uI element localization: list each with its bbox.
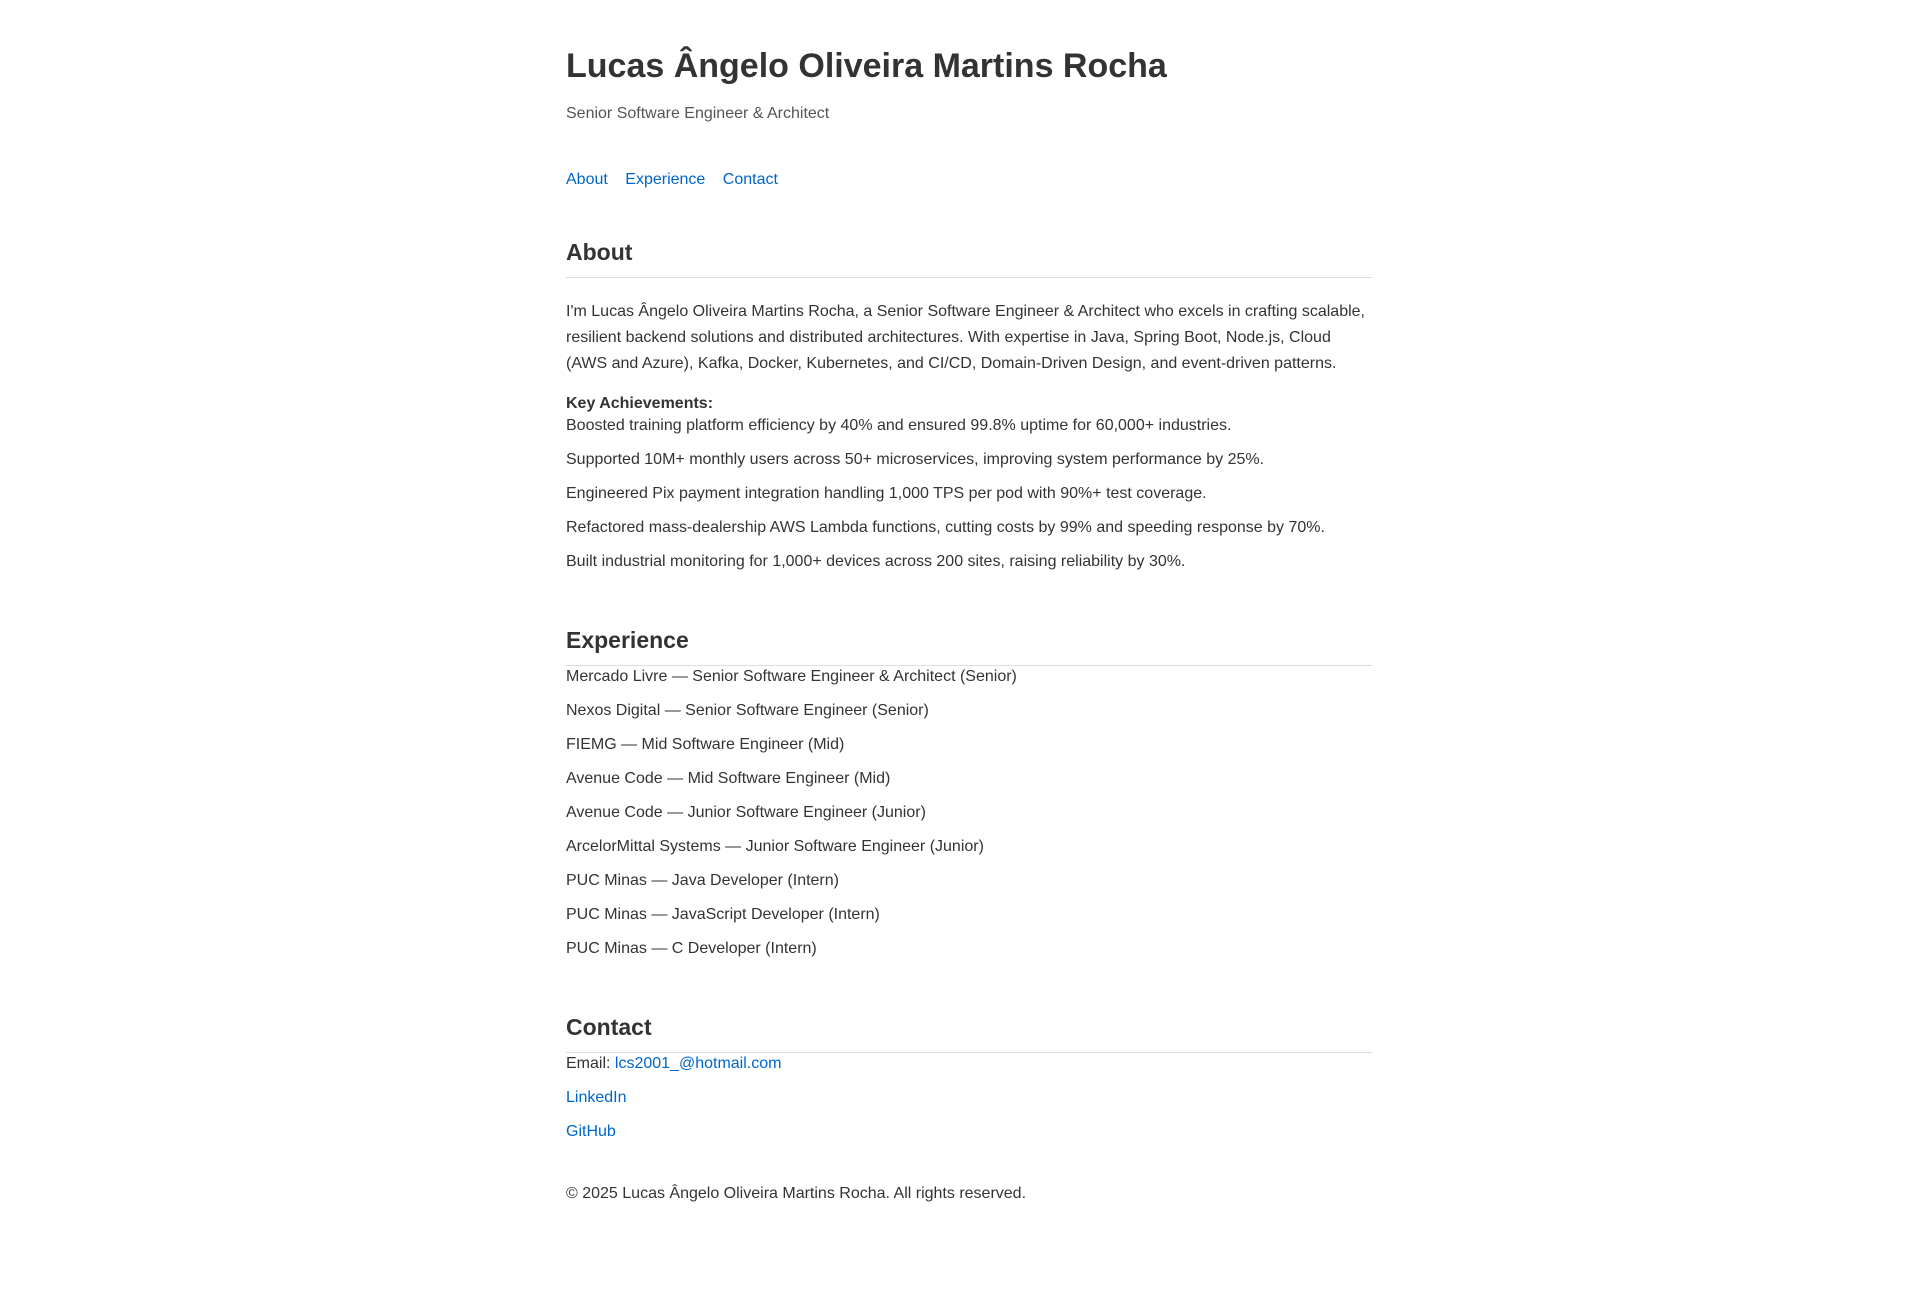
achievements-list [566,415,1372,573]
achievement-item: Supported 10M+ monthly users across 50+ microservices, improving system performance by 25%. [566,451,1265,468]
contact-list [566,1053,1372,1143]
experience-item: Nexos Digital — Senior Software Engineer (Senior) [566,702,929,719]
site-header [566,44,1372,125]
email-link[interactable]: lcs2001_@hotmail.com [614,1055,782,1072]
experience-item: Avenue Code — Junior Software Engineer (Junior) [566,804,926,821]
contact-heading: Contact [566,1012,1372,1053]
nav-link-contact[interactable]: Contact [722,171,778,188]
experience-item: FIEMG — Mid Software Engineer (Mid) [566,736,845,753]
achievement-item: Boosted training platform efficiency by 40% and ensured 99.8% uptime for 60,000+ industries. [566,417,1232,434]
experience-section [566,625,1372,960]
email-label: Email: [566,1055,611,1072]
experience-item: Avenue Code — Mid Software Engineer (Mid) [566,770,891,787]
contact-linkedin-row [566,1087,1372,1109]
achievement-item: Refactored mass-dealership AWS Lambda functions, cutting costs by 99% and speeding response by 70%. [566,519,1325,536]
page-title: Lucas Ângelo Oliveira Martins Rocha [566,47,1167,85]
experience-item: PUC Minas — JavaScript Developer (Intern) [566,906,880,923]
page-subtitle: Senior Software Engineer & Architect [566,105,830,122]
linkedin-link[interactable]: LinkedIn [566,1089,627,1106]
main-nav [566,169,1372,191]
experience-list [566,666,1372,960]
page-container [566,0,1372,1205]
experience-heading: Experience [566,625,1372,666]
nav-link-about[interactable]: About [566,171,608,188]
about-text: I'm Lucas Ângelo Oliveira Martins Rocha, a Senior Software Engineer & Architect who excels in crafting scalable, resilient backend solutions and distributed architectures. With expertise in Java, Spring Boot, Node.js, Cloud (AWS and Azure), Kafka, Docker, Kubernetes, and CI/CD, Domain-Driven Design, and event-driven patterns. [566,303,1365,372]
site-footer: © 2025 Lucas Ângelo Oliveira Martins Rocha. All rights reserved. [566,1185,1027,1202]
contact-email-row [566,1053,1372,1075]
contact-section [566,1012,1372,1143]
about-section [566,237,1372,573]
experience-item: PUC Minas — C Developer (Intern) [566,940,817,957]
contact-github-row [566,1121,1372,1143]
experience-item: PUC Minas — Java Developer (Intern) [566,872,839,889]
achievements-title: Key Achievements: [566,395,714,412]
experience-item: ArcelorMittal Systems — Junior Software Engineer (Junior) [566,838,984,855]
experience-item: Mercado Livre — Senior Software Engineer & Architect (Senior) [566,668,1017,685]
about-heading: About [566,237,1372,278]
github-link[interactable]: GitHub [566,1123,616,1140]
achievement-item: Engineered Pix payment integration handling 1,000 TPS per pod with 90%+ test coverage. [566,485,1207,502]
achievement-item: Built industrial monitoring for 1,000+ devices across 200 sites, raising reliability by 30%. [566,553,1186,570]
nav-link-experience[interactable]: Experience [625,171,706,188]
